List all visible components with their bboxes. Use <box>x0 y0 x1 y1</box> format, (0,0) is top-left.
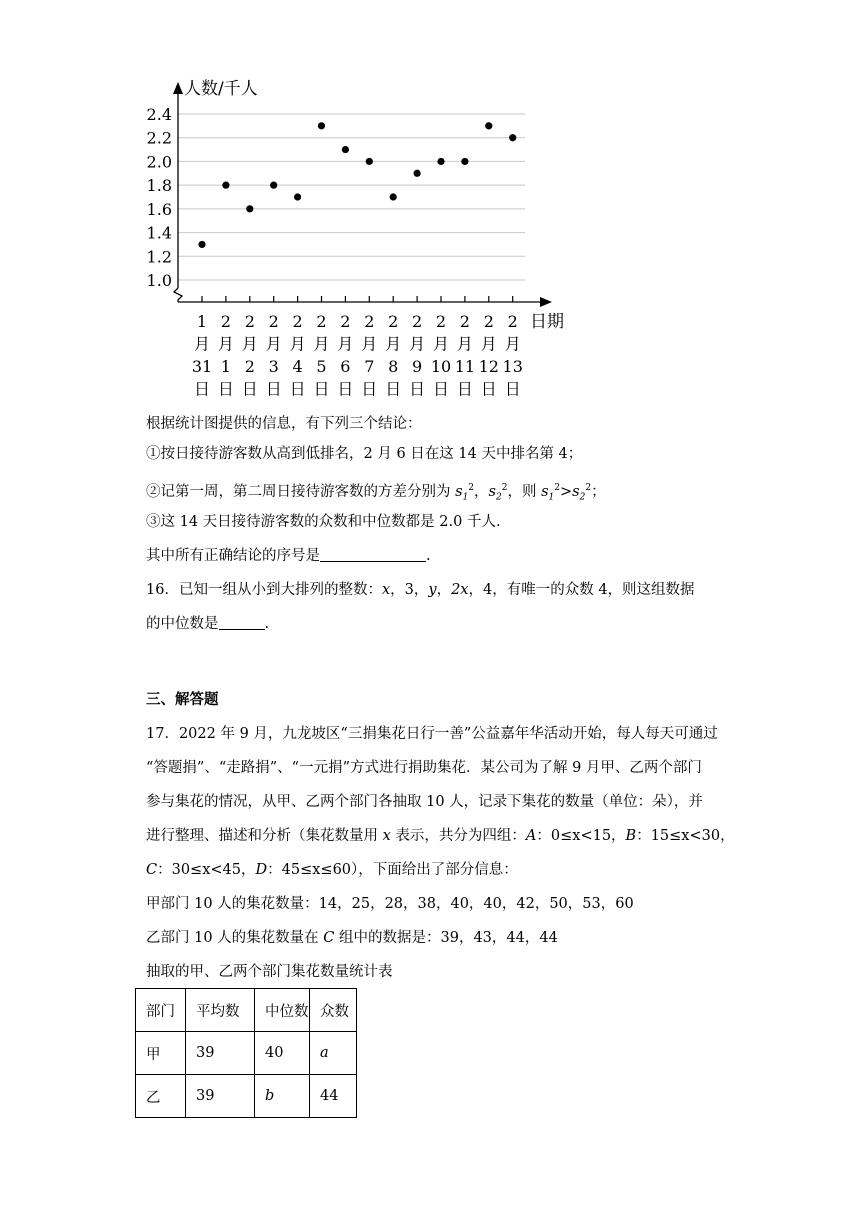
answer-blank[interactable] <box>320 547 426 562</box>
data-point <box>318 122 325 129</box>
svg-text:2: 2 <box>412 312 423 331</box>
q17-yi-data: 乙部门 10 人的集花数量在 C 组中的数据是：39，43，44，44 <box>146 930 558 946</box>
svg-text:2: 2 <box>340 312 351 331</box>
y-axis-arrow <box>173 82 183 94</box>
q15-conclusion-1: ①按日接待游客数从高到低排名，2 月 6 日在这 14 天中排名第 4； <box>146 446 583 462</box>
x-tick-labels <box>192 312 523 399</box>
svg-text:2: 2 <box>388 312 399 331</box>
svg-text:2: 2 <box>459 312 470 331</box>
answer-blank[interactable] <box>219 615 265 630</box>
x-tick-label <box>313 312 329 399</box>
svg-text:1: 1 <box>220 357 231 376</box>
stats-table <box>135 988 357 1118</box>
svg-text:3: 3 <box>268 357 279 376</box>
q15-conclusion-3: ③这 14 天日接待游客数的众数和中位数都是 2.0 千人. <box>146 514 501 530</box>
svg-text:2: 2 <box>268 312 279 331</box>
svg-text:日: 日 <box>193 379 211 399</box>
x-axis-arrow <box>540 297 552 307</box>
svg-text:2: 2 <box>316 312 327 331</box>
table-header-cell: 众数 <box>310 989 357 1032</box>
table-cell: 39 <box>186 1032 255 1075</box>
svg-text:月: 月 <box>432 334 450 354</box>
svg-text:月: 月 <box>456 334 473 354</box>
table-cell: 39 <box>186 1075 255 1118</box>
data-point <box>509 134 516 141</box>
x-tick-label <box>455 312 475 399</box>
y-tick-label: 1.0 <box>146 271 172 290</box>
q15-conclusion-2: ②记第一周，第二周日接待游客数的方差分别为 $s_1^2$，$s_2^2$，则 $s_1^2>s_2^2$； <box>146 483 606 503</box>
svg-text:2: 2 <box>507 312 518 331</box>
svg-text:日: 日 <box>337 379 354 399</box>
y-tick-labels <box>147 105 172 290</box>
q17-line-4: 进行整理、描述和分析（集花数量用 x 表示，共分为四组：A：0≤x<15，B：15≤x<30， <box>146 828 735 844</box>
y-tick-label: 1.4 <box>146 223 172 243</box>
svg-text:2: 2 <box>483 312 494 331</box>
table-header-cell: 部门 <box>136 989 186 1032</box>
svg-text:日: 日 <box>432 379 450 399</box>
q17-line-1: 17．2022 年 9 月，九龙坡区“三捐集花日行一善”公益嘉年华活动开始，每人每天可通过 <box>146 726 718 742</box>
svg-text:12: 12 <box>478 357 499 376</box>
svg-text:日: 日 <box>361 379 378 399</box>
svg-text:2: 2 <box>244 357 255 376</box>
chart-gridlines <box>178 114 525 280</box>
svg-text:4: 4 <box>292 357 303 376</box>
data-point <box>366 158 373 165</box>
svg-text:2: 2 <box>292 312 303 331</box>
table-cell: b <box>255 1075 310 1118</box>
svg-text:日: 日 <box>385 379 402 399</box>
svg-text:日: 日 <box>480 379 497 399</box>
x-tick-label <box>266 312 282 399</box>
x-tick-label <box>431 312 451 399</box>
q16-line-1: 16．已知一组从小到大排列的整数：x，3，y，2x，4，有唯一的众数 4，则这组数据 <box>146 582 695 598</box>
table-header-row <box>136 989 357 1032</box>
chart-axes <box>173 82 552 307</box>
svg-text:31: 31 <box>191 357 213 376</box>
table-cell: 乙 <box>136 1075 186 1118</box>
svg-text:10: 10 <box>430 357 452 376</box>
y-axis-label: 人数/千人 <box>184 79 258 99</box>
svg-text:月: 月 <box>193 334 211 354</box>
table-row <box>136 1032 357 1075</box>
svg-text:2: 2 <box>220 312 231 331</box>
svg-text:日: 日 <box>504 379 521 399</box>
svg-text:9: 9 <box>412 357 423 376</box>
svg-text:7: 7 <box>364 357 375 376</box>
table-row <box>136 1075 357 1118</box>
scatter-chart <box>0 0 860 400</box>
y-tick-label: 1.2 <box>146 247 172 267</box>
x-tick-label <box>479 312 499 399</box>
data-point <box>390 193 397 200</box>
x-tick-label <box>242 312 258 399</box>
svg-text:月: 月 <box>361 334 378 354</box>
svg-text:日: 日 <box>241 379 258 399</box>
table-cell: 40 <box>255 1032 310 1075</box>
section-title: 三、解答题 <box>146 691 219 708</box>
svg-text:月: 月 <box>409 334 426 354</box>
table-header-cell: 平均数 <box>186 989 255 1032</box>
x-tick-label <box>337 312 353 399</box>
data-point <box>198 241 205 248</box>
q17-line-2: “答题捐”、“走路捐”、“一元捐”方式进行捐助集花．某公司为了解 9 月甲、乙两个部门 <box>146 760 702 776</box>
svg-text:2: 2 <box>435 312 447 331</box>
y-tick-label: 1.6 <box>146 199 172 219</box>
data-point <box>437 158 444 165</box>
q17-jia-data: 甲部门 10 人的集花数量：14，25，28，38，40，40，42，50，53，60 <box>146 896 634 912</box>
svg-text:5: 5 <box>316 357 327 376</box>
svg-text:月: 月 <box>241 334 258 354</box>
x-tick-label <box>218 312 234 399</box>
svg-text:月: 月 <box>289 334 306 354</box>
table-cell: 44 <box>310 1075 357 1118</box>
data-point <box>270 182 277 189</box>
x-tick-label <box>385 312 401 399</box>
y-tick-label: 2.0 <box>146 152 172 172</box>
data-point <box>485 122 492 129</box>
svg-text:日: 日 <box>409 379 426 399</box>
data-point <box>414 170 421 177</box>
y-tick-label: 2.4 <box>146 105 172 124</box>
svg-text:11: 11 <box>454 357 476 376</box>
svg-text:月: 月 <box>480 334 497 354</box>
x-tick-label <box>290 312 306 399</box>
data-point <box>246 205 253 212</box>
q17-line-3: 参与集花的情况，从甲、乙两个部门各抽取 10 人，记录下集花的数量（单位：朵），并 <box>146 794 703 810</box>
svg-text:月: 月 <box>217 334 234 354</box>
data-point <box>294 193 301 200</box>
svg-text:8: 8 <box>388 357 399 376</box>
x-axis-label: 日期 <box>530 312 564 332</box>
svg-text:13: 13 <box>502 357 523 376</box>
svg-text:日: 日 <box>313 379 330 399</box>
table-cell: 甲 <box>136 1032 186 1075</box>
y-tick-label: 1.8 <box>146 176 172 196</box>
q15-question: 其中所有正确结论的序号是 . <box>146 548 431 564</box>
x-tick-label <box>192 312 212 399</box>
q15-intro: 根据统计图提供的信息，有下列三个结论： <box>146 416 422 432</box>
svg-text:日: 日 <box>456 379 473 399</box>
y-tick-label: 2.2 <box>146 128 172 148</box>
q17-table-caption: 抽取的甲、乙两个部门集花数量统计表 <box>146 964 393 980</box>
svg-text:1: 1 <box>196 312 208 331</box>
x-tick-label <box>409 312 425 399</box>
axis-break-mark <box>174 288 182 302</box>
data-point <box>222 182 229 189</box>
table-header-cell: 中位数 <box>255 989 310 1032</box>
svg-text:日: 日 <box>265 379 282 399</box>
svg-text:日: 日 <box>217 379 234 399</box>
svg-text:月: 月 <box>337 334 354 354</box>
data-point <box>342 146 349 153</box>
svg-text:月: 月 <box>265 334 282 354</box>
svg-text:月: 月 <box>385 334 402 354</box>
svg-text:2: 2 <box>244 312 255 331</box>
svg-text:日: 日 <box>289 379 306 399</box>
table-cell: a <box>310 1032 357 1075</box>
svg-text:月: 月 <box>504 334 521 354</box>
q17-line-5: C：30≤x<45，D：45≤x≤60），下面给出了部分信息： <box>146 862 518 878</box>
x-tick-label <box>361 312 377 399</box>
x-tick-label <box>503 312 523 399</box>
q16-line-2: 的中位数是 . <box>146 616 270 632</box>
svg-text:6: 6 <box>340 357 351 376</box>
svg-text:2: 2 <box>364 312 375 331</box>
svg-text:月: 月 <box>313 334 330 354</box>
data-point <box>461 158 468 165</box>
